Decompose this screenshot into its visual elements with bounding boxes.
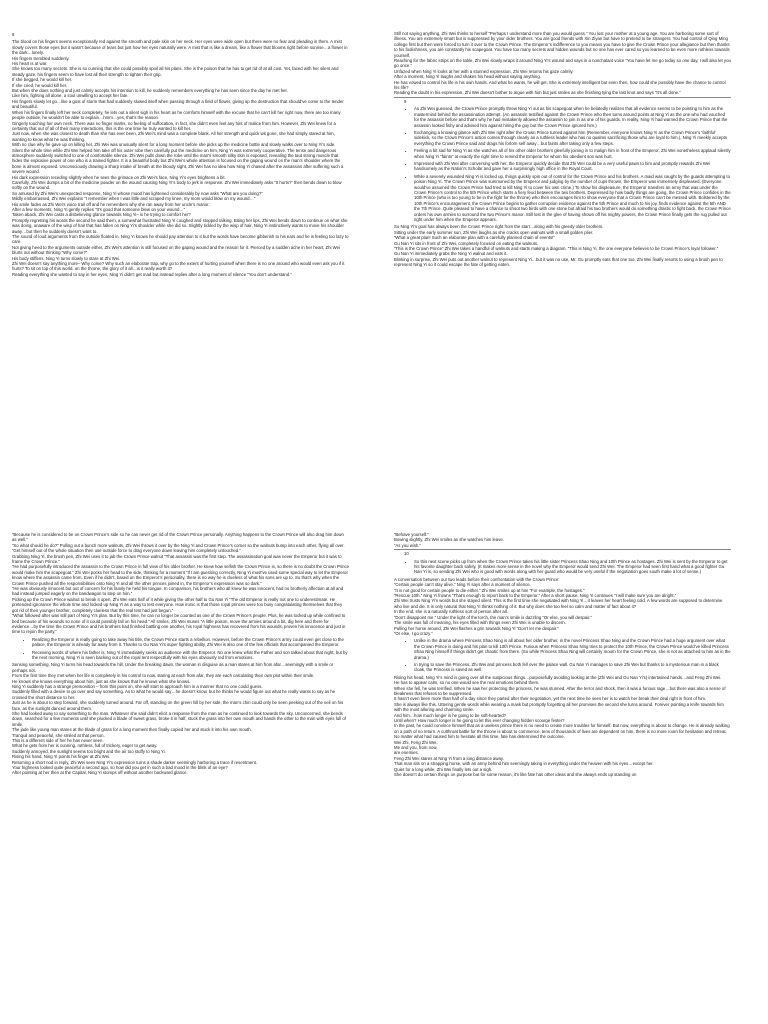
paragraph: “Certain people can’t stay alive.” Ning Yi says after a moment of silence. bbox=[394, 582, 531, 588]
paragraph: If she cried, he would kill her. bbox=[12, 82, 68, 88]
paragraph: The smile was full of meaning, his eyes filled with things even Zhi Wei is unable to discern. bbox=[394, 620, 566, 626]
paragraph: Reading everything she wanted to say in her eyes, Ning Yi didn’t get mad but instead replies after a long moment of silence “You don’t understand.” bbox=[12, 271, 292, 277]
paragraph: Not giving heed to the arguments outside either, Zhi Wei’s attention is still focused on the gaping wound and the reason for it. Pierced by a sudden ache in her heart, Zhi Wei blurts out without thinking “Why come?” bbox=[12, 244, 340, 256]
paragraph: What he gets from her is cunning, ruthless, full of trickery, eager to get away. bbox=[12, 743, 158, 749]
paragraph: He knows she knows everything about him, just as she knows that he knows what she knows. bbox=[12, 678, 191, 684]
page-body bbox=[12, 39, 349, 277]
paragraph: When she fell, he was terrified. When he saw her protecting the princess, he was stunned. After the terror and shock, then it was a furious rage…but there was also a sense of bleakness that refuses to be suppressed. bbox=[394, 685, 726, 696]
paragraph: So Ning Yi’s goal has always been the Crown Prince right from the start…along with his greedy older brothers. bbox=[394, 224, 604, 230]
paragraph: “So what should he do?” Pulling out a bunch more walnuts, Zhi Wei throws it over by the Ning Yi and Crown Prince’s corner so the walnuts bump into each other, flying all over. “Get himself out of the whole situation then use outside force to drag everyone down leaving him completely untouched.” bbox=[12, 542, 345, 554]
paragraph: Sensing something, Ning Yi turns his head towards the hill. Under the breaking dawn, the woman in disguise as a man stares at him from afar…seemingly with a smile or perhaps not. bbox=[12, 662, 334, 673]
bullet-item: • Receiving words of where his father is, Ning Yi immediately seeks an audience with the Emperor. No one knew what the Father and son talked about that night, but by the next morning, Ning Yi is seen backing out of the royal tent respectfully with his eyes obviously red from emotions. bbox=[32, 650, 349, 661]
paragraph: And him…how much longer is he going to be soft-hearted? bbox=[394, 712, 507, 718]
bullet-item: • In trying to save the Princess, Zhi Wei and princess both fell over the palace wall. Gu Nan Yi manages to save Zhi Wei but thanks to a mysterious man in a black cloak, the Princess is saved as well. bbox=[414, 662, 731, 673]
paragraph: “As you wish.” bbox=[394, 542, 421, 548]
page-body bbox=[12, 532, 349, 635]
paragraph: Until when? How much longer is he going to let this ever changing hidden scourge fester? bbox=[394, 718, 565, 723]
paragraph: But when she does nothing and just calmly accepts his intention to kill, he suddenly remembers everything he has seen since the day he met her. bbox=[12, 88, 288, 94]
paragraph: Silent the whole time while Zhi Wei helped him take off his outer robe then carefully put the medicine on him, Ning Yi was extremely cooperative. The tense and dangerous atmosphere suddenly switched to one of comfortable silence. Zhi Wei pulls down the robe until the man’s smooth silky skin is exposed, revealing the taut strong muscle that hides the explosive power of one who is a trained fighter. It is a beautiful body but Zhi Wei’s whole attention is focused on the gaping wound on the man’s shoulder where the bone is almost exposed. Unconsciously drawing a sharp intake of breath at the bloody sight, Zhi Wei has no idea how Ning Yi chased after the assassins after suffering such a severe wound. bbox=[12, 147, 344, 175]
paragraph: Gingerly touching her own neck. There was no finger marks, no feeling of suffocation, in fact, she didn’t even feel any hint of malice from him. However, Zhi Wei knew for a certainty that out of all of their many interactions, this is the one time he truly wanted to kill her. bbox=[12, 120, 336, 131]
paragraph: Me and you, from now, bbox=[394, 745, 438, 751]
bullet-item: • Unlike in the drama where Princess Shao Ning is all about her older brother, in the novel Princess Shao Ning and the Crown Prince had a huge argument over what the Crown Prince is doing and his plan to kill 10th Prince. Furious when Princess Shao Ning tries to protect the 10th Prince, the Crown Prince would’ve killed Princess Shao Ning himself if things didn’t get chaotic from there. (So while Princess Shao Ning will certainly mourn for the Crown Prince, she is not as attached to him as in the drama.) bbox=[414, 638, 731, 660]
paragraph: Reaching for the fabric strips on the table, Zhi Wei slowly wraps it around Ning Yi’s wound and says in a nonchalant voice “You have let me go today so one day, I will also let you go once.” bbox=[394, 58, 731, 69]
bullet-list bbox=[394, 638, 731, 672]
page-body bbox=[394, 224, 731, 267]
paragraph: Pulling her horse around, Zhi Wei flashes a grin towards Ning Yi “Don’t let me despair.” bbox=[394, 625, 559, 631]
paragraph: She had looked away to say something to the man. Whatever she said didn’t elicit a response from the man as he continued to look towards the sky. Unconcerned, she bends down, searched for a few moments until she plucked a blade of sweet grass, broke it in half, stuck the grass into her own mouth and hands the other to the man with eyes full of smile. bbox=[12, 711, 346, 727]
paragraph: Feng Zhi Wei stares at Ning Yi from a long distance away. bbox=[394, 755, 504, 761]
paragraph: Promptly regretting his words the second he said them, a somewhat frustrated Ning Yi coughed and stopped talking. Biting her lips, Zhi Wei bends down to continue on what she was doing, unaware of the wisp of hair that has fallen on Ning Yi’s shoulder while she did so. Slightly tickled by the wisp of hair, Ning Yi instinctively wants to move his shoulder away…but then he suddenly doesn’t want to. bbox=[12, 217, 348, 234]
paragraph: “He had purposefully introduced the assassin to the Crown Prince in full view of his older brother. He knew how selfish the Crown Prince is, so there is no doubt the Crown Prince would make him the scapegoat.” Zhi Wei pocks her head to the side, thinking for a moment “If I am guessing correctly, Ning Yi must’ve used some special way to let the Emperor know where the assassin came from. Even if he didn’t, based on the Emperor’s personality, there is no way he is clueless of what his sons are up to. So that’s why when the Crown Prince pushed all the responsibilities onto Ning Yi and all the other princes joined in, the Emperor’s expression was so dark.” bbox=[12, 564, 349, 586]
bullet-item: • So this next scene picks up from when the Crown Prince takes his little sister Princess Shao Ning and 10th Prince as hostages. Zhi Wei is sent by the Emperor to get his favorite daughter back safely. (It makes more sense in the novel why the Emperor would send Zhi Wei. The Emperor had seen first hand what a good fighter Gu Nan Yi is, so sending Zhi Wei who is good with words along with her guard who would be very useful if the negotiation goes south make a lot of sense.) bbox=[414, 559, 731, 575]
paragraph: Just now, when she was closest to death than she has ever been, Zhi Wei’s mind was a complete blank. All her strength and quick wit gone, she had simply stared at him, wanting to know what he was thinking. bbox=[12, 131, 335, 142]
paragraph: With no clue why he gave up on killing her, Zhi Wei was unusually silent for a long moment before she picks up the medicine bottle and slowly walks over to Ning Yi’s side. bbox=[12, 142, 336, 148]
paragraph: That man sits on a strapping horse, with an army behind him seemingly taking in everything under the heaven with his eyes…except her. bbox=[394, 761, 654, 767]
page-divider bbox=[394, 97, 731, 98]
document-page-8 bbox=[12, 32, 349, 494]
paragraph: Suddenly annoyed, the sunlight seems too bright and the air too stuffy to Ning Yi. bbox=[12, 748, 166, 754]
paragraph: “Behave yourself.” bbox=[394, 532, 429, 537]
paragraph: Bowing slightly, Zhi Wei smiles as she watches him leave. bbox=[394, 537, 504, 543]
paragraph: Carefully, Zhi Wei dumps a bit of the medicine powder on the wound causing Ning Yi’s body to jerk in response. Zhi Wei immediately asks “It hurts?” then bends down to blow softly on the wound. bbox=[12, 179, 342, 191]
paragraph: Ning Yi suddenly has a strange premonition – from this point on, she will start to approach him in a manner that no one could guess. bbox=[12, 683, 263, 689]
paragraph: Wei Zhi, Feng Zhi Wei. bbox=[394, 739, 438, 745]
paragraph: She is always like this. Uttering gentle words while wearing a mask but promptly forgetting all her promises the second she turns around. Forever pointing a knife towards him with the most alluring and charming smile. bbox=[394, 701, 724, 713]
paragraph: The jade like young man stares at the blade of grass for a long moment then finally copied her and stuck it into his own mouth. bbox=[12, 727, 252, 733]
page-number: 9 bbox=[404, 98, 407, 104]
paragraph: No matter what had caused him to hesitate all this time, fate has determined the outcome. bbox=[394, 734, 565, 740]
paragraph: Just as he is about to step forward, she suddenly turned around. Far off, standing on the green hill by her side, the man’s chin could only be seen peeking out of the veil on his face, as the sunlight danced around them. bbox=[12, 700, 344, 711]
paragraph: Gu Nan Yi sits in front of Zhi Wei, completely focused on eating the walnuts. bbox=[394, 240, 539, 246]
paragraph: “Or else, I go crazy.” bbox=[394, 630, 433, 636]
paragraph: Mildly embarrassed, Zhi Wei explains “I remember when I was little and scraped my knee, my mom would blow on my wound…” bbox=[12, 196, 256, 202]
paragraph: He has vowed to control his life in his own hands. And what he wants, he will get. She is extremely intelligent but even then, how could she possibly have the chance to control his life? bbox=[394, 79, 726, 91]
bullet-item: • Feeling a bit sad for Ning Yi as she watches all of his other older brothers gleefully joining in to malign him in front of the Emperor, Zhi Wei nonetheless applaud silently when Ning Yi “faints” at exactly the right time to remind the Emperor for whom his obedient son was hurt. bbox=[414, 148, 731, 159]
page-body-continued bbox=[12, 662, 349, 776]
bullet-list bbox=[394, 106, 731, 222]
paragraph: Like him, fighting all alone, a soul unwilling to accept her fate. bbox=[12, 93, 129, 99]
paragraph: Your highness looked quite peaceful a second ago, so how did you get in such a bad mood in the blink of an eye? bbox=[12, 765, 228, 771]
paragraph: After a moment, Ning Yi laughs and shakes his head without saying anything. bbox=[394, 74, 541, 80]
paragraph: Still not saying anything, Zhi Wei thinks to herself “Perhaps I understand more than you would guess.” You lost your mother at a young age. You are harboring some sort of illness. You are extremely smart but is suppressed by your older brothers. You are good friends with Xin Ziyan but have to pretend to be strangers. You had control of Qing Ming college first but then were forced to turn it over to the Crown Prince. The Emperor’s indifference to you means you have to give the Crown Prince your allegiance but then thanks to his foolishness, you are constantly his scapegoat. You have too many secrets and hidden wounds but no one has ever cared so you learned to be even more ruthless towards yourself. bbox=[394, 31, 730, 58]
paragraph: Quiet for a long while, Zhi Wei finally lets out a sigh. bbox=[394, 766, 493, 772]
paragraph: Picking up the Crown Prince walnut to break it open, Zhi Wei eats half of it while giving the other half to Gu Nan Yi “The old Emperor is really not one to underestimate. He pretended ignorance the whole time and locked up Ning Yi as a way to test everyone. How ironic is that those royal princes were too busy congratulating themselves that they got rid of their younger brother, completely clueless that the real test had just begun.” bbox=[12, 596, 343, 613]
bullet-list bbox=[394, 559, 731, 575]
paragraph: Suddenly filled with a desire to go over and say something. As to what he would say…he doesn’t know, but he thinks he would figure out what he really wants to say as he crossed the short distance to her. bbox=[12, 689, 336, 700]
page-intro bbox=[394, 31, 731, 96]
page-number: 8 bbox=[12, 32, 15, 37]
paragraph: She doesn’t do certain things on purpose but for some reason, it’s like fate has other ideas and she always ends up standing on bbox=[394, 772, 637, 778]
paragraph: His smile fades as Zhi Wei’s voice trail off and he remembers why she ran away from her uncle’s manor. bbox=[12, 201, 210, 207]
paragraph: Returning a short nod in reply, Zhi Wei sees Ning Yi’s expression turns a shade darker seemingly harboring a trace if resentment. bbox=[12, 759, 258, 765]
paragraph: Rising his hand, Ning Yi points his finger at Zhi Wei. bbox=[12, 754, 111, 760]
paragraph: After a few moments, Ning Yi gently replies “It’s good that someone blew on your wound…” bbox=[12, 207, 186, 212]
paragraph: From the first time they met when her life is completely in his control to now, staring at each from afar, they are each calculating their own plot within their smile. bbox=[12, 673, 315, 679]
document-page-10 bbox=[394, 532, 731, 994]
paragraph: The sound of loud arguments from the outside floated in. Ning Yi knows he should pay attention to it but the words have become gibberish to his ears and he is feeling too lazy to care. bbox=[12, 234, 349, 245]
paragraph: When his fingers finally left her neck completely, he lets out a silent sigh in his heart as he comforts himself with the excuse that he can’t kill her right now, there are too many people outside, he wouldn’t be able to explain…hmm…yes, that’s the reason. bbox=[12, 109, 341, 121]
paragraph: Zhi Wei trusts Ning Yi’s words but she stayed silent. This is the first time she negotiated with Ning Yi…it leaves her heart feeling cold. A few words are supposed to determine who live and die. It is only natural that Ning Yi thinks nothing of it. But why does she too feel so calm and matter of fact about it? bbox=[394, 598, 723, 609]
document-page-continued bbox=[12, 532, 349, 994]
paragraph: In the past, he could convince himself that as a useless prince there is no need to create more troubles for himself. But now, everything is about to change. He is already walking on a path of no return. A cutthroat battle for the throne is about to commence, tens of thousands of lives are dependent on him, there is no more room for hesitation and retreat. bbox=[394, 723, 730, 734]
paragraph: A conversation between our two leads before their confrontation with the Crown Prince: bbox=[394, 576, 560, 582]
bullet-item: • Impressed with Zhi Wei after conversing with her, the Emperor quickly decide that Zhi Wei could be a very useful pawn to him and promptly rewards Zhi Wei handsomely as the Nation’s Scholar and gave her a surprisingly high office in the Royal Court. bbox=[414, 161, 731, 172]
paragraph: It hasn’t even been more than half of a day since they parted after their negotiation, yet the next time he sees her is to watch her break their deal right in front of him. bbox=[394, 696, 707, 702]
bullet-item: • While a severely wounded Ning Yi is locked up, things quickly spin out of control for the Crown Prince and his brothers. A maid was caught by the guards attempting to poison Ning Yi. The Crown Prince was summoned by the Emperor and judging by the number of cups thrown, the Emperor was immensely displeased. (Everyone would’ve assumed the Crown Prince had tried to kill Ning Yi to cover his own crime.) To show his displeasure, the Emperor transfers an army that was under the Crown Prince’s control to the 5th Prince which starts a fiery feud between the two brothers. Depressed by how badly things are going, the Crown Prince confides in the 10th Prince (who is too young to be in the fight for the throne) who then encourages him to show everyone that a Crown Prince can’t be messed with. Bolstered by the 10th Prince’s encouragement, the Crown Prince begins to gather corruption evidence against the 5th Prince and much to his joy, finds evidence against the 5th AND the 7th Prince. Quite pleased to have a chance to shoot two birds with one stone but afraid his two brothers would do something drastic to fight back, the Crown Prince orders his own armies to surround the two Prince’s manor. Still lost in the glee of having shown off his mighty powers, the Crown Prince finally gets the rug pulled out right under him when the Emperor appears. bbox=[414, 174, 731, 223]
paragraph: The blood on his fingers seems exceptionally red against the smooth and pale skin on her neck. Her eyes were wide open but there were no fear and pleading in them. A mist slowly covers those eyes but it wasn’t because of tears but just how her eyes naturally were. A mist that is like a dream, like a flower that blooms right before sunrise…a flower in the dark…lonely. bbox=[12, 39, 348, 56]
bullet-item: • As Zhi Wei guessed, the Crown Prince promptly threw Ning Yi out as his scapegoat when he belatedly realizes that all evidence seems to be pointing to him as the mastermind behind the assassination attempt. (An assassin testified against the Crown Prince who then turns around points at Ning Yi as the one who had vouched for the assassin before and that’s why he had mistakenly allowed the assassin to join in as one of his guards. In reality, Ning Yi had warned the Crown Prince that the assassin looked fishy and advised him against hiring the guy but the Crown Prince ignored him.) bbox=[414, 106, 731, 128]
paragraph: are enemies. bbox=[394, 750, 419, 756]
document-page-9 bbox=[394, 31, 731, 493]
page-body bbox=[394, 577, 731, 636]
paragraph: “Because he is considered to be on Crown Prince’s side so he can never get rid of the Crown Prince personally. Anything happens to the Crown Prince will also drag him down as well.” bbox=[12, 532, 344, 543]
paragraph: Sitting under the early summer sun, Zhi Wei laughs as she cracks open walnuts with a small golden plier. bbox=[394, 229, 594, 235]
paragraph: His fingers trembled suddenly. bbox=[12, 55, 70, 61]
paragraph: This is a different side of her he has never seen. bbox=[12, 738, 104, 744]
paragraph: He has to appear calm, so no one would see the real emotions behind them. bbox=[394, 680, 540, 686]
bullet-item: • Exchanging a knowing glance with Zhi Wei right after the Crown Prince turned against him (Remember, everyone knows Ning Yi as the Crown Prince’s ‘faithful’ sidekick, so the Crown Prince’s action comes through clearly as a ruthless leader who has no qualms sacrificing those who are loyal to him.), Ning Yi meekly accepts everything the Crown Prince said and drags his forlorn self away…but faints after taking only a few steps. bbox=[414, 130, 731, 146]
paragraph: She knows too many secrets. She is so cunning that she could possibly spoil all his plans. She is the poison that he has to get rid of at all cost. Yet, faced with her silent and steady gaze, his fingers seem to have lost all their strength to tighten their grip. bbox=[12, 66, 339, 77]
paragraph: “Don’t disappoint me.” Under the light of the torch, the man’s smile is dazzling “Or else, you will despair.” bbox=[394, 614, 592, 620]
paragraph: Unfazed when Ning Yi looks at her with a stunned expression, Zhi Wei returns his gaze calmly. bbox=[394, 68, 574, 74]
paragraph: In the end, she is a naturally ruthless sort of person after all. bbox=[394, 609, 508, 615]
paragraph: After pointing at her then at the Capital, Ning Yi stomps off without another backward glance. bbox=[12, 770, 188, 776]
page-number: 10 bbox=[404, 551, 409, 557]
paragraph: Reading the doubt in his expression, Zhi Wei doesn’t bother to argue with him but just smiles as she finishing tying the last knot and says “It’s all done.” bbox=[394, 90, 681, 96]
paragraph: “What followed after was still part of Ning Yi’s plan. But by this time, he can no longer be counted as one of the Crown Prince’s people. Plus, he was locked up while confined to bed because of his wounds so none of it could possibly fall on his head.” All smiles, Zhi Wei muses “A little poison, move the armies around a bit, dig here and there for evidence…by the time the Crown Prince and his brothers had finished battling one another, his royal highness has recovered from his wounds, proven his innocence and just in time to rejoin the party.” bbox=[12, 613, 346, 635]
paragraph: His dark expression receding slightly when he sees the grimace on Zhi Wei’s face, Ning Yi’s eyes brightens a bit. bbox=[12, 174, 226, 180]
page-intro bbox=[394, 532, 731, 548]
paragraph: His body stiffens, Ning Yi turns slowly to stare at Zhi Wei. bbox=[12, 255, 121, 261]
bullet-item: • Realizing the Emperor is really going to take away his title, the Crown Prince starts a rebellion. However, before the Crown Prince’s army could even get close to the palace, the Emperor is already far away from it. Thanks to Gu Nan Yi’s super fighting ability, Zhi Wei is also one of the few officials that accompanied the Emperor. bbox=[32, 637, 349, 648]
paragraph: Zhi Wei doesn’t say anything more– Why come? Why such an elaborate trap, why go to the extent of hurting yourself when there is no one around who would even ask you if it hurts? To sit on top of this world, on the throne, the glory of it all…is it really worth it? bbox=[12, 261, 345, 272]
paragraph: “What a great plan! Such an elaborate plan with a carefully planned chain of events!” bbox=[394, 235, 555, 241]
paragraph: “It is not good for certain people to die either.” Zhi Wei smiles up at him “For example, the hostages.” bbox=[394, 587, 585, 593]
paragraph: “Rescue 10th.” Ning Yi frowns “That’s enough to report back to the Emperor.” After a short pause, Ning Yi continues “I will make sure you are alright.” bbox=[394, 593, 677, 599]
paragraph: Taken aback, Zhi Wei casts a disbelieving glance towards Ning Yi– is he trying to comfort her? bbox=[12, 212, 191, 218]
paragraph: Gu Nan Yi immediately grabs the Ning Yi walnut and eats it. bbox=[394, 251, 508, 257]
paragraph: If she begged, he would kill her. bbox=[12, 77, 73, 83]
paragraph: Blinking in surprise, Zhi Wei puts out another walnut to represent Ning Yi…but it was no use, Mr. Gu promptly eats that one too. Zhi Wei finally resorts to using a brush pen to represent Ning Yi so it could escape the fate of getting eaten. bbox=[394, 256, 723, 268]
paragraph: Tranquil and peaceful, she smiled at that person. bbox=[12, 732, 105, 738]
paragraph: “He was obviously innocent but out of concern for his family he held his tongue. In comparison, his brothers who all knew he was innocent, had no brotherly affection at all and had instead jumped eagerly on the bandwagon to step on him.” bbox=[12, 586, 344, 597]
paragraph: His heart is at war. bbox=[12, 61, 48, 67]
paragraph: Rising his head, Ning Yi’s mind is going over all the suspicious things…purposefully avoiding looking at the (Zhi Wei and Gu Nan Yi’s) intertwined hands…and Feng Zhi Wei. bbox=[394, 674, 722, 680]
paragraph: Grabbing Ning Yi, the brush pen, Zhi Wei uses it to jab the Crown Prince walnut “That assassin was the first step. The assassination goal was never the Emperor but it was to frame the Crown Prince.” bbox=[12, 553, 342, 565]
paragraph: “This is the Crown Prince” Zhi Wei takes a handful of walnuts and starts making a diagram. “This is Ning Yi, the one everyone believes to be Crown Prince’s loyal follower.” bbox=[394, 246, 719, 252]
bullet-list bbox=[12, 637, 349, 661]
paragraph: So amused by Zhi Wei’s unexpected response, Ning Yi whose mood has lightened considerably by now asks “What are you doing?” bbox=[12, 190, 263, 196]
paragraph: His fingers slowly let go…like a gust of storm that had suddenly slowed itself when passing through a field of flower, giving up the destruction that should’ve come to the tender and beautiful. bbox=[12, 98, 344, 110]
page-body-continued bbox=[394, 675, 731, 778]
page-divider bbox=[394, 549, 731, 550]
